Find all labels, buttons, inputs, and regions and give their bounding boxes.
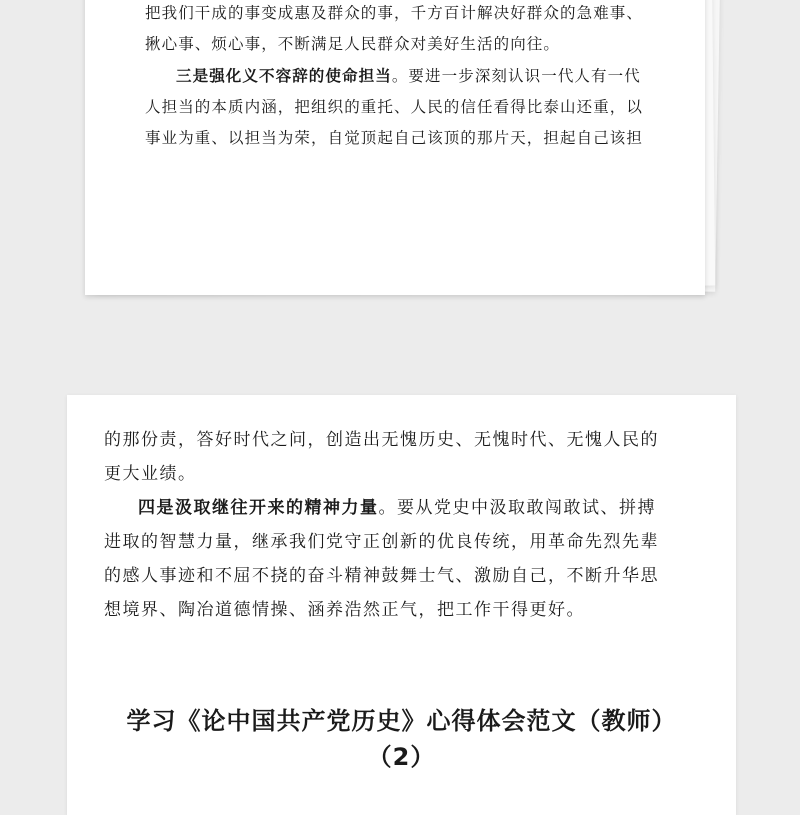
page-1-content [145, 0, 665, 154]
page-1-paragraph-2 [145, 60, 665, 154]
page-2-paragraph-1 [104, 423, 704, 491]
text-line: 把我们干成的事变成惠及群众的事，千方百计解决好群众的急难事、 [145, 4, 644, 22]
text-line: 进取的智慧力量，继承我们党守正创新的优良传统，用革命先烈先辈 [104, 532, 659, 552]
text-run: 。要从党史中汲取敢闯敢试、拼搏 [378, 498, 656, 518]
text-line [104, 491, 704, 525]
text-line: 更大业绩。 [104, 464, 197, 484]
page-2-content [104, 423, 704, 627]
text-line: 揪心事、烦心事，不断满足人民群众对美好生活的向往。 [145, 35, 561, 53]
section-heading-4: 四是汲取继往开来的精神力量 [138, 498, 379, 518]
text-run: 。要进一步深刻认识一代人有一代 [391, 67, 641, 85]
section-heading-3: 三是强化义不容辞的使命担当 [176, 66, 392, 85]
text-line: 事业为重、以担当为荣，自觉顶起自己该顶的那片天，担起自己该担 [145, 129, 644, 147]
document-title: 学习《论中国共产党历史》心得体会范文（教师） [126, 707, 677, 735]
document-page-2 [67, 395, 736, 815]
cut-off-text-line [107, 793, 697, 803]
text-line: 的感人事迹和不屈不挠的奋斗精神鼓舞士气、激励自己，不断升华思 [104, 566, 659, 586]
text-line: 想境界、陶冶道德情操、涵养浩然正气，把工作干得更好。 [104, 600, 585, 620]
page-1-paragraph-1 [145, 0, 665, 60]
document-title-number: （2） [367, 743, 436, 771]
text-line: 人担当的本质内涵，把组织的重托、人民的信任看得比泰山还重，以 [145, 98, 644, 116]
page-2-paragraph-2 [104, 491, 704, 627]
document-page-1 [85, 0, 705, 295]
text-line [145, 60, 665, 92]
text-line: 的那份责，答好时代之问，创造出无愧历史、无愧时代、无愧人民的 [104, 430, 659, 450]
